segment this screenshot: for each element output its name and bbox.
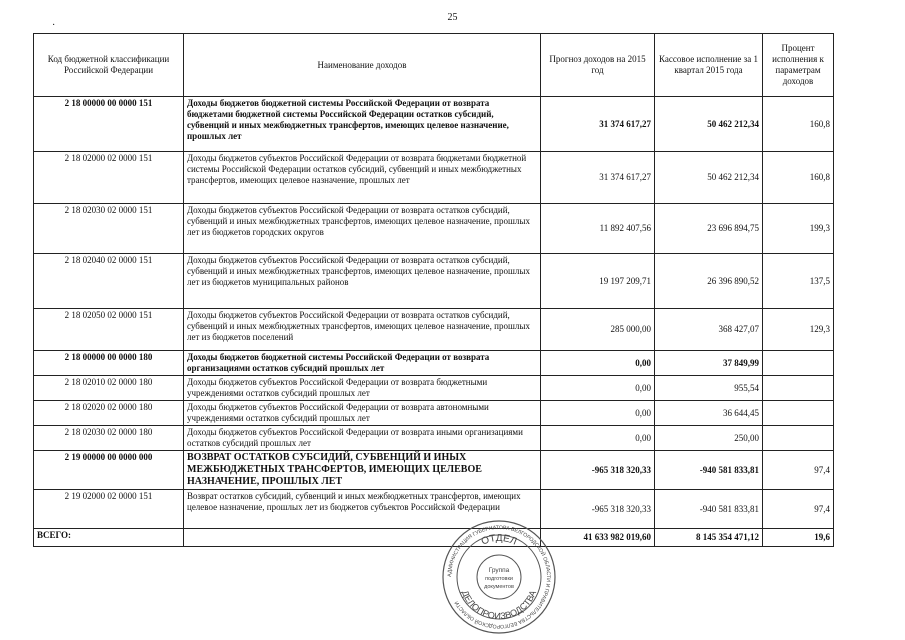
row-name: Доходы бюджетов субъектов Российской Федерации от возврата бюджетами бюджетной системы Российской Федерации остатков субсидий, субвенций и иных межбюджетных трансфертов, имеющих целевое назначение, прошлых лет <box>184 152 541 204</box>
header-percent: Процент исполнения к параметрам доходов <box>763 34 834 97</box>
page-number: 25 <box>447 12 458 23</box>
revenue-table <box>33 33 834 547</box>
row-percent <box>763 426 834 451</box>
row-percent: 160,8 <box>763 152 834 204</box>
row-execution: 36 644,45 <box>655 401 763 426</box>
row-name: Возврат остатков субсидий, субвенций и иных межбюджетных трансфертов, имеющих целевое назначение, прошлых лет из бюджетов субъектов Российской Федерации <box>184 490 541 529</box>
table-header-row <box>34 34 834 97</box>
row-forecast: 0,00 <box>541 351 655 376</box>
table-row <box>34 204 834 254</box>
row-name: Доходы бюджетов субъектов Российской Федерации от возврата автономными учреждениями остатков субсидий прошлых лет <box>184 401 541 426</box>
row-execution: 368 427,07 <box>655 309 763 351</box>
stamp-bottom-text: ДЕЛОПРОИЗВОДСТВА <box>459 588 539 622</box>
row-execution: 250,00 <box>655 426 763 451</box>
row-percent: 97,4 <box>763 451 834 490</box>
row-execution: 26 396 890,52 <box>655 254 763 309</box>
row-forecast: 0,00 <box>541 426 655 451</box>
row-code: 2 18 00000 00 0000 151 <box>34 97 184 152</box>
row-name: Доходы бюджетов субъектов Российской Федерации от возврата бюджетными учреждениями остатков субсидий прошлых лет <box>184 376 541 401</box>
table-row <box>34 426 834 451</box>
row-forecast: 285 000,00 <box>541 309 655 351</box>
row-code: 2 19 02000 02 0000 151 <box>34 490 184 529</box>
row-percent: 199,3 <box>763 204 834 254</box>
row-execution: 50 462 212,34 <box>655 97 763 152</box>
row-percent: 129,3 <box>763 309 834 351</box>
row-forecast: 11 892 407,56 <box>541 204 655 254</box>
stamp-center-line-3: документов <box>484 584 514 590</box>
table-row <box>34 351 834 376</box>
row-name: Доходы бюджетов бюджетной системы Российской Федерации от возврата бюджетами бюджетной системы Российской Федерации остатков субсидий, субвенций и иных межбюджетных трансфертов, имеющих целевое назначение, прошлых лет <box>184 97 541 152</box>
table-row <box>34 97 834 152</box>
row-percent: 160,8 <box>763 97 834 152</box>
row-name: Доходы бюджетов бюджетной системы Российской Федерации от возврата организациями остатков субсидий прошлых лет <box>184 351 541 376</box>
header-code: Код бюджетной классификации Российской Федерации <box>34 34 184 97</box>
table-row <box>34 254 834 309</box>
row-execution: -940 581 833,81 <box>655 490 763 529</box>
total-execution: 8 145 354 471,12 <box>655 529 763 547</box>
row-forecast: -965 318 320,33 <box>541 490 655 529</box>
row-code: 2 19 00000 00 0000 000 <box>34 451 184 490</box>
table-row <box>34 401 834 426</box>
stamp-top-text: ОТДЕЛ <box>479 532 519 548</box>
row-code: 2 18 00000 00 0000 180 <box>34 351 184 376</box>
row-execution: 23 696 894,75 <box>655 204 763 254</box>
row-forecast: -965 318 320,33 <box>541 451 655 490</box>
row-name: Доходы бюджетов субъектов Российской Федерации от возврата иными организациями остатков субсидий прошлых лет <box>184 426 541 451</box>
department-stamp <box>440 518 558 636</box>
stamp-ring-text: АДМИНИСТРАЦИЯ ГУБЕРНАТОРА БЕЛГОРОДСКОЙ ОБЛАСТИ И ПРАВИТЕЛЬСТВА БЕЛГОРОДСКОЙ ОБЛАСТИ <box>446 524 552 630</box>
header-forecast: Прогноз доходов на 2015 год <box>541 34 655 97</box>
row-percent <box>763 401 834 426</box>
row-forecast: 0,00 <box>541 376 655 401</box>
row-forecast: 19 197 209,71 <box>541 254 655 309</box>
row-percent: 137,5 <box>763 254 834 309</box>
row-forecast: 31 374 617,27 <box>541 152 655 204</box>
header-name: Наименование доходов <box>184 34 541 97</box>
scan-speck: · <box>52 20 56 31</box>
table-row <box>34 451 834 490</box>
row-execution: 955,54 <box>655 376 763 401</box>
row-percent <box>763 351 834 376</box>
row-name: ВОЗВРАТ ОСТАТКОВ СУБСИДИЙ, СУБВЕНЦИЙ И ИНЫХ МЕЖБЮДЖЕТНЫХ ТРАНСФЕРТОВ, ИМЕЮЩИХ ЦЕЛЕВОЕ НАЗНАЧЕНИЕ, ПРОШЛЫХ ЛЕТ <box>184 451 541 490</box>
row-code: 2 18 02010 02 0000 180 <box>34 376 184 401</box>
total-forecast: 41 633 982 019,60 <box>541 529 655 547</box>
row-percent: 97,4 <box>763 490 834 529</box>
stamp-center-line-1: Группа <box>488 567 510 574</box>
table-row <box>34 152 834 204</box>
row-code: 2 18 02030 02 0000 151 <box>34 204 184 254</box>
row-name: Доходы бюджетов субъектов Российской Федерации от возврата остатков субсидий, субвенций и иных межбюджетных трансфертов, имеющих целевое назначение, прошлых лет из бюджетов муниципальных районов <box>184 254 541 309</box>
row-percent <box>763 376 834 401</box>
total-percent: 19,6 <box>763 529 834 547</box>
row-code: 2 18 02050 02 0000 151 <box>34 309 184 351</box>
row-execution: 37 849,99 <box>655 351 763 376</box>
row-execution: 50 462 212,34 <box>655 152 763 204</box>
row-execution: -940 581 833,81 <box>655 451 763 490</box>
stamp-center-line-2: подготовки <box>485 576 513 582</box>
row-code: 2 18 02020 02 0000 180 <box>34 401 184 426</box>
row-forecast: 31 374 617,27 <box>541 97 655 152</box>
header-execution: Кассовое исполнение за 1 квартал 2015 года <box>655 34 763 97</box>
row-name: Доходы бюджетов субъектов Российской Федерации от возврата остатков субсидий, субвенций и иных межбюджетных трансфертов, имеющих целевое назначение, прошлых лет из бюджетов поселений <box>184 309 541 351</box>
row-name: Доходы бюджетов субъектов Российской Федерации от возврата остатков субсидий, субвенций и иных межбюджетных трансфертов, имеющих целевое назначение, прошлых лет из бюджетов городских округов <box>184 204 541 254</box>
row-code: 2 18 02000 02 0000 151 <box>34 152 184 204</box>
table-row <box>34 376 834 401</box>
table-row <box>34 309 834 351</box>
row-code: 2 18 02030 02 0000 180 <box>34 426 184 451</box>
total-row <box>34 529 834 547</box>
row-forecast: 0,00 <box>541 401 655 426</box>
table-row <box>34 490 834 529</box>
total-label: ВСЕГО: <box>34 529 184 547</box>
row-code: 2 18 02040 02 0000 151 <box>34 254 184 309</box>
